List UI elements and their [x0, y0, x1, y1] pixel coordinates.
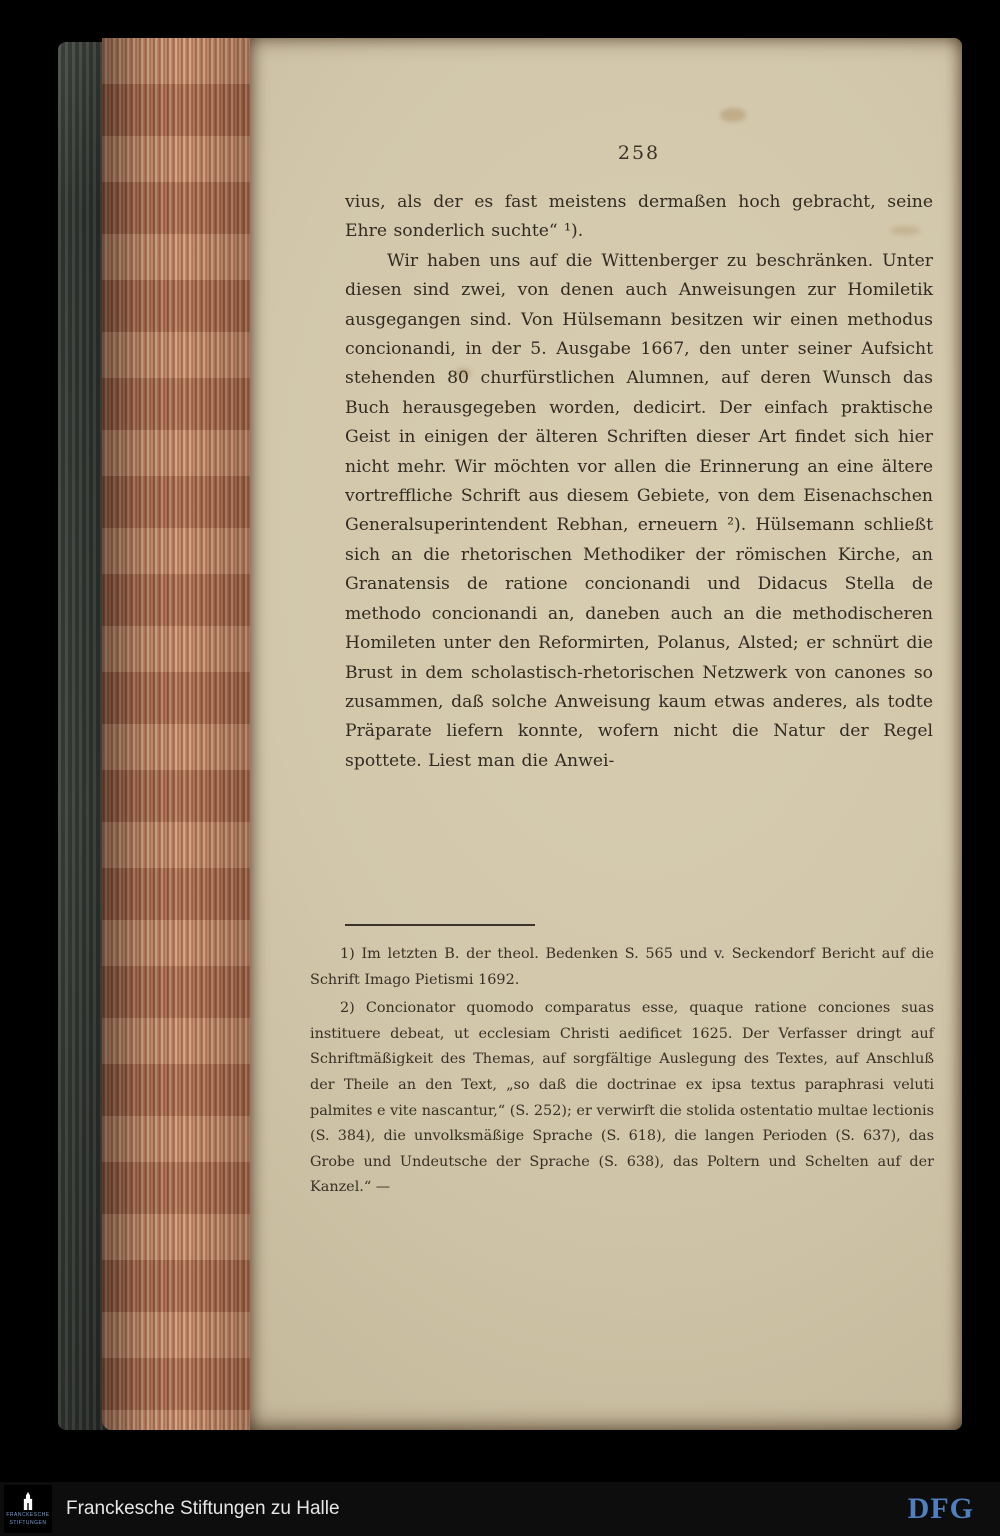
footnotes [310, 942, 934, 1201]
scanned-page [250, 38, 962, 1430]
franckesche-logo[interactable] [4, 1485, 52, 1533]
bottom-bar [0, 1482, 1000, 1536]
logo-text-line2: STIFTUNGEN [9, 1520, 47, 1526]
page-edges [102, 38, 252, 1430]
footnote-rule [345, 924, 535, 926]
footnote: 2) Concionator quomodo comparatus esse, quaque ratione conciones suas instituere debeat, ut ecclesiam Christi aedificet 1625. Der Verfasser dringt auf Schriftmäßigkeit des Themas, auf sorgfältige Auslegung des Textes, auf Anschluß der Theile an den Text, „so daß die doctrinae ex ipsa textus paraphrasi veluti palmites e vite nascantur,“ (S. 252); er verwirft die stolida ostentatio multae lectionis (S. 384), die unvolksmäßige Sprache (S. 618), die langen Perioden (S. 637), das Grobe und Undeutsche der Sprache (S. 638), das Poltern und Schelten auf der Kanzel.“ — [310, 1000, 934, 1196]
book-scan [58, 38, 962, 1434]
paragraph: vius, als der es fast meistens dermaßen hoch gebracht, seine Ehre sonderlich suchte“ ¹). [345, 192, 933, 242]
page-number: 258 [617, 142, 661, 164]
institution-name: Franckesche Stiftungen zu Halle [66, 1498, 340, 1519]
footnote: 1) Im letzten B. der theol. Bedenken S. 565 und v. Seckendorf Bericht auf die Schrift Imago Pietismi 1692. [310, 946, 934, 988]
tower-icon [21, 1492, 35, 1510]
logo-text-line1: FRANCKESCHE [6, 1512, 50, 1518]
paragraph: Wir haben uns auf die Wittenberger zu beschränken. Unter diesen sind zwei, von denen auch Anweisungen zur Homiletik ausgegangen sind. Von Hülsemann besitzen wir einen methodus concionandi, in der 5. Ausgabe 1667, den unter seiner Aufsicht stehenden 80 churfürstlichen Alumnen, auf deren Wunsch das Buch herausgegeben worden, dedicirt. Der einfach praktische Geist in einigen der älteren Schriften dieser Art findet sich hier nicht mehr. Wir möchten vor allen die Erinnerung an eine ältere vortreffliche Schrift aus diesem Gebiete, von dem Eisenachschen Generalsuperintendent Rebhan, erneuern ²). Hülsemann schließt sich an die rhetorischen Methodiker der römischen Kirche, an Granatensis de ratione concionandi und Didacus Stella de methodo concionandi an, daneben auch an die methodischeren Homileten unter den Reformirten, Polanus, Alsted; er schnürt die Brust in dem scholastisch-rhetorischen Netzwerk von canones so zusammen, daß solche Anweisung kaum etwas anderes, als todte Präparate liefern konnte, wofern nicht die Natur der Regel spottete. Liest man die Anwei- [345, 250, 933, 771]
body-text [345, 188, 933, 776]
paper-stain [720, 108, 746, 122]
dfg-logo[interactable]: DFG [907, 1492, 974, 1525]
